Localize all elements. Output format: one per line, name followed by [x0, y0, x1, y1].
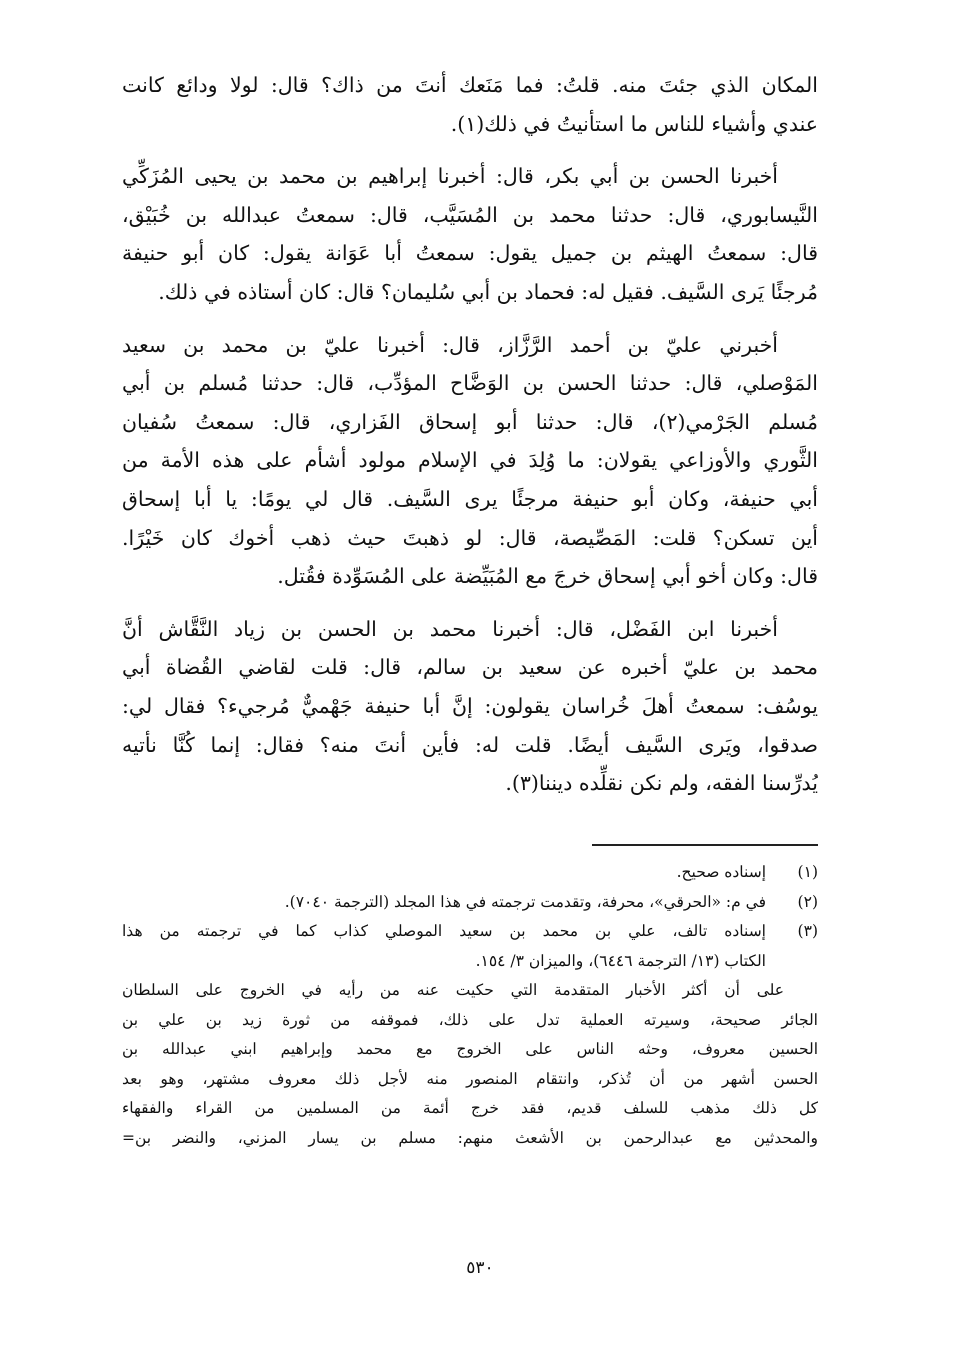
- text-line: أين تسكن؟ قلت: المَصِّيصة، قال: لو ذهبتَ حيث ذهب أخوك كان خَيْرًا.: [122, 525, 818, 550]
- commentary-line: على أن أكثر الأخبار المتقدمة التي حكيت عنه من رأيه في الخروج على السلطان: [122, 981, 784, 999]
- text-line: قال: سمعتُ الهيثم بن جميل يقول: سمعتُ أبا عَوَانة يقول: كان أبو حنيفة: [122, 241, 818, 266]
- text-line: أخبرنا ابن الفَضْل، قال: أخبرنا محمد بن الحسن بن زياد النَّقَّاش أنَّ: [122, 616, 778, 641]
- footnote: [122, 888, 818, 918]
- text-line: صدقوا، ويَرى السَّيف أيضًا. قلت له: فأين أنتَ منه؟ فقال: إنما كُنَّا نأتيه: [122, 732, 818, 757]
- footnote-separator: [592, 844, 818, 846]
- text-line: أبي حنيفة، وكان أبو حنيفة مرجئًا يرى السَّيف. قال لي يومًا: يا أبا إسحاق: [122, 486, 818, 511]
- text-line: أخبرنا الحسن بن أبي بكر، قال: أخبرنا إبراهيم بن محمد بن يحيى المُزَكِّي: [122, 164, 778, 189]
- footnotes: [122, 858, 818, 1153]
- footnote-number: (٣): [797, 922, 818, 940]
- commentary-line: الحسين معروف، وحثه الناس على الخروج مع محمد وإبراهيم ابني عبدالله بن: [122, 1040, 818, 1058]
- text-line: يوسُف: سمعتُ أهلَ خُراسان يقولون: إنَّ أبا حنيفة جَهْميٌّ مُرجيء؟ فقال لي:: [122, 693, 818, 718]
- text-line: النَّيسابوري، قال: حدثنا محمد بن المُسَيَّب، قال: سمعتُ عبدالله بن خُبَيْق،: [122, 202, 818, 227]
- text-line: المكان الذي جئتَ منه. قلتُ: فما مَنَعك أنتَ من ذاك؟ قال: لولا ودائع كانت: [122, 73, 818, 97]
- footnote: [122, 917, 818, 947]
- footnote-text: إسناده صحيح.: [676, 863, 766, 881]
- main-text: [122, 66, 818, 803]
- commentary-line: الجائر صحيحة، وسيرته العملية تدل على ذلك، فموقفه من ثورة زيد بن علي بن: [122, 1010, 818, 1029]
- text-line: يُدرِّسنا الفقه، ولم نكن نقلِّده ديننا(٣).: [505, 771, 818, 796]
- footnote-text: في م: «الحرقي»، محرفة، وتقدمت ترجمته في هذا المجلد (الترجمة ٧٠٤٠).: [284, 892, 766, 911]
- text-line: عندي وأشياء للناس ما استأنيتُ في ذلك(١).: [450, 111, 818, 136]
- text-line: محمد بن عليّ أخبره عن سعيد بن سالم، قال: قلت لقاضي القُضاة أبي: [122, 655, 818, 680]
- paragraph: [122, 610, 818, 803]
- text-line: مُرجئًا يَرى السَّيف. فقيل له: فحماد بن أبي سُليمان؟ قال: كان أستاذه في ذلك.: [158, 279, 818, 304]
- paragraph: [122, 157, 818, 311]
- paragraph: [122, 326, 818, 596]
- text-line: المَوْصلي، قال: حدثنا الحسن بن الوَضَّاح المؤدِّب، قال: حدثنا مُسلم بن أبي: [122, 371, 818, 396]
- text-line: أخبرني عليّ بن أحمد الرَّزَّاز، قال: أخبرنا عليّ بن محمد بن سعيد: [122, 332, 778, 357]
- text-line: مُسلم الجَرْمي(٢)، قال: حدثنا أبو إسحاق الفَزاري، قال: سمعتُ سُفيان: [122, 409, 818, 434]
- footnote-continuation: الكتاب (١٣/ الترجمة ٦٤٤٦)، والميزان ٣/ ١٥٤.: [475, 951, 766, 970]
- footnote-number: (٢): [797, 892, 818, 911]
- commentary-line: والمحدثين مع عبدالرحمن بن الأشعث منهم: مسلم بن يسار المزني، والنضر بن=: [122, 1128, 818, 1147]
- commentary-line: كل ذلك مذهب للسلف قديم، فقد خرج أئمة من المسلمين من القراء والفقهاء: [122, 1099, 818, 1117]
- commentary-line: الحسن أشهر من أن تُذكر، وانتقام المنصور منه لأجل ذلك معروف مشتهر، وهو بعد: [122, 1069, 818, 1088]
- footnote-number: (١): [797, 863, 818, 881]
- text-line: الثَّوري والأوزاعي يقولان: ما وُلِدَ في الإسلام مولود أشأم على هذه الأمة من: [122, 448, 818, 473]
- footnote: [122, 858, 818, 888]
- paragraph: [122, 66, 818, 143]
- footnote-text: إسناده تالف، علي بن محمد بن سعيد الموصلي كذاب كما في ترجمته من هذا: [122, 922, 766, 940]
- page-number: ٥٣٠: [466, 1258, 494, 1278]
- text-line: قال: وكان أخو أبي إسحاق خرجَ مع المُبَيِّضة على المُسَوِّدة فقُتل.: [277, 564, 818, 589]
